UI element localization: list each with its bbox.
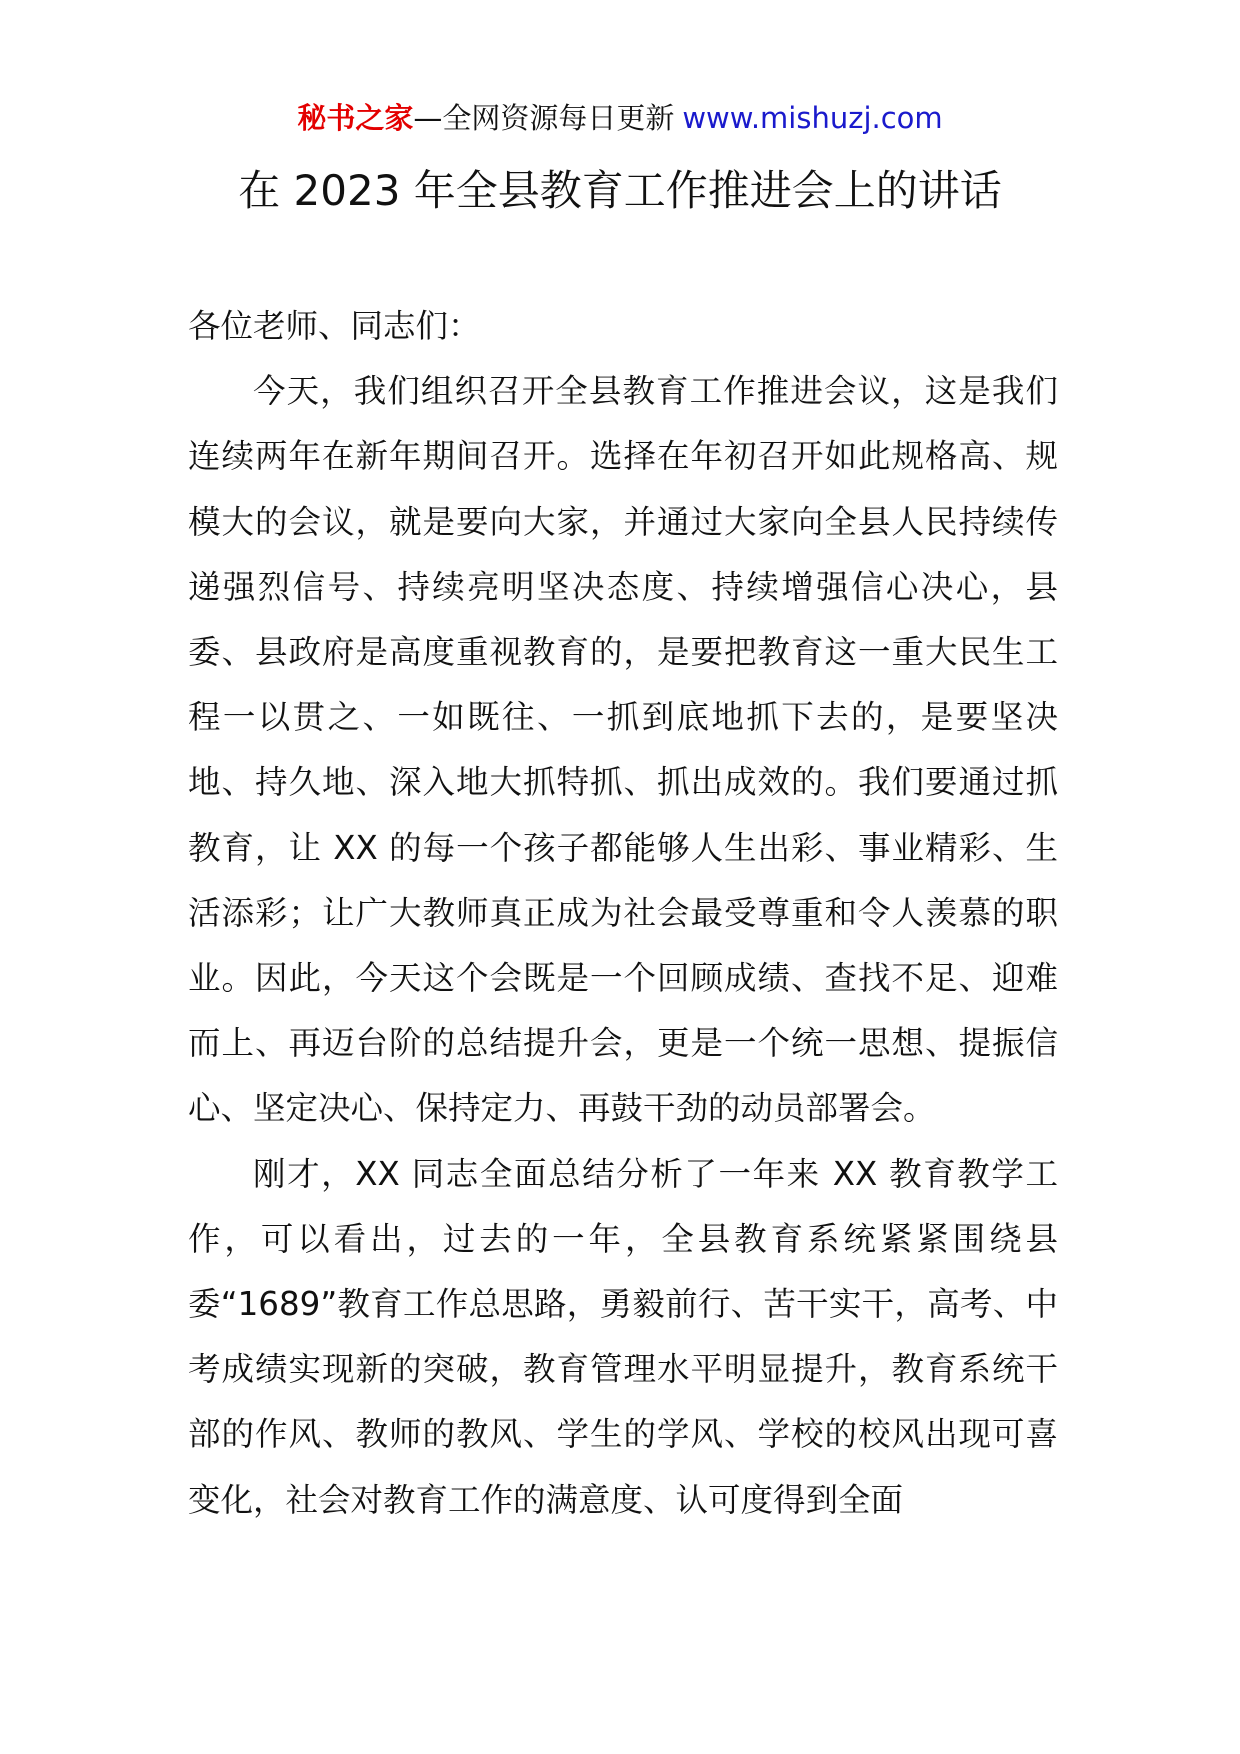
paragraph-2: 刚才，XX 同志全面总结分析了一年来 XX 教育教学工作，可以看出，过去的一年，全县教育系统紧紧围绕县委“1689”教育工作总思路，勇毅前行、苦干实干，高考、中考成绩实现新的突破，教育管理水平明显提升，教育系统干部的作风、教师的教风、学生的学风、学校的校风出现可喜变化，社会对教育工作的满意度、认可度得到全面 — [188, 1154, 1058, 1519]
paragraph-1: 今天，我们组织召开全县教育工作推进会议，这是我们连续两年在新年期间召开。选择在年初召开如此规格高、规模大的会议，就是要向大家，并通过大家向全县人民持续传递强烈信号、持续亮明坚决态度、持续增强信心决心，县委、县政府是高度重视教育的，是要把教育这一重大民生工程一以贯之、一如既往、一抓到底地抓下去的，是要坚决地、持久地、深入地大抓特抓、抓出成效的。我们要通过抓教育，让 XX 的每一个孩子都能够人生出彩、事业精彩、生活添彩；让广大教师真正成为社会最受尊重和令人羡慕的职业。因此，今天这个会既是一个回顾成绩、查找不足、迎难而上、再迈台阶的总结提升会，更是一个统一思想、提振信心、坚定决心、保持定力、再鼓干劲的动员部署会。 — [188, 372, 1058, 1128]
document-body — [188, 294, 1058, 1533]
brand-name: 秘书之家 — [297, 101, 414, 135]
banner-tagline: —全网资源每日更新 — [413, 101, 675, 135]
salutation: 各位老师、同志们： — [188, 307, 481, 345]
site-url-link[interactable]: www.mishuzj.com — [682, 101, 943, 135]
document-title: 在 2023 年全县教育工作推进会上的讲话 — [238, 166, 1002, 215]
site-banner — [0, 98, 1240, 138]
